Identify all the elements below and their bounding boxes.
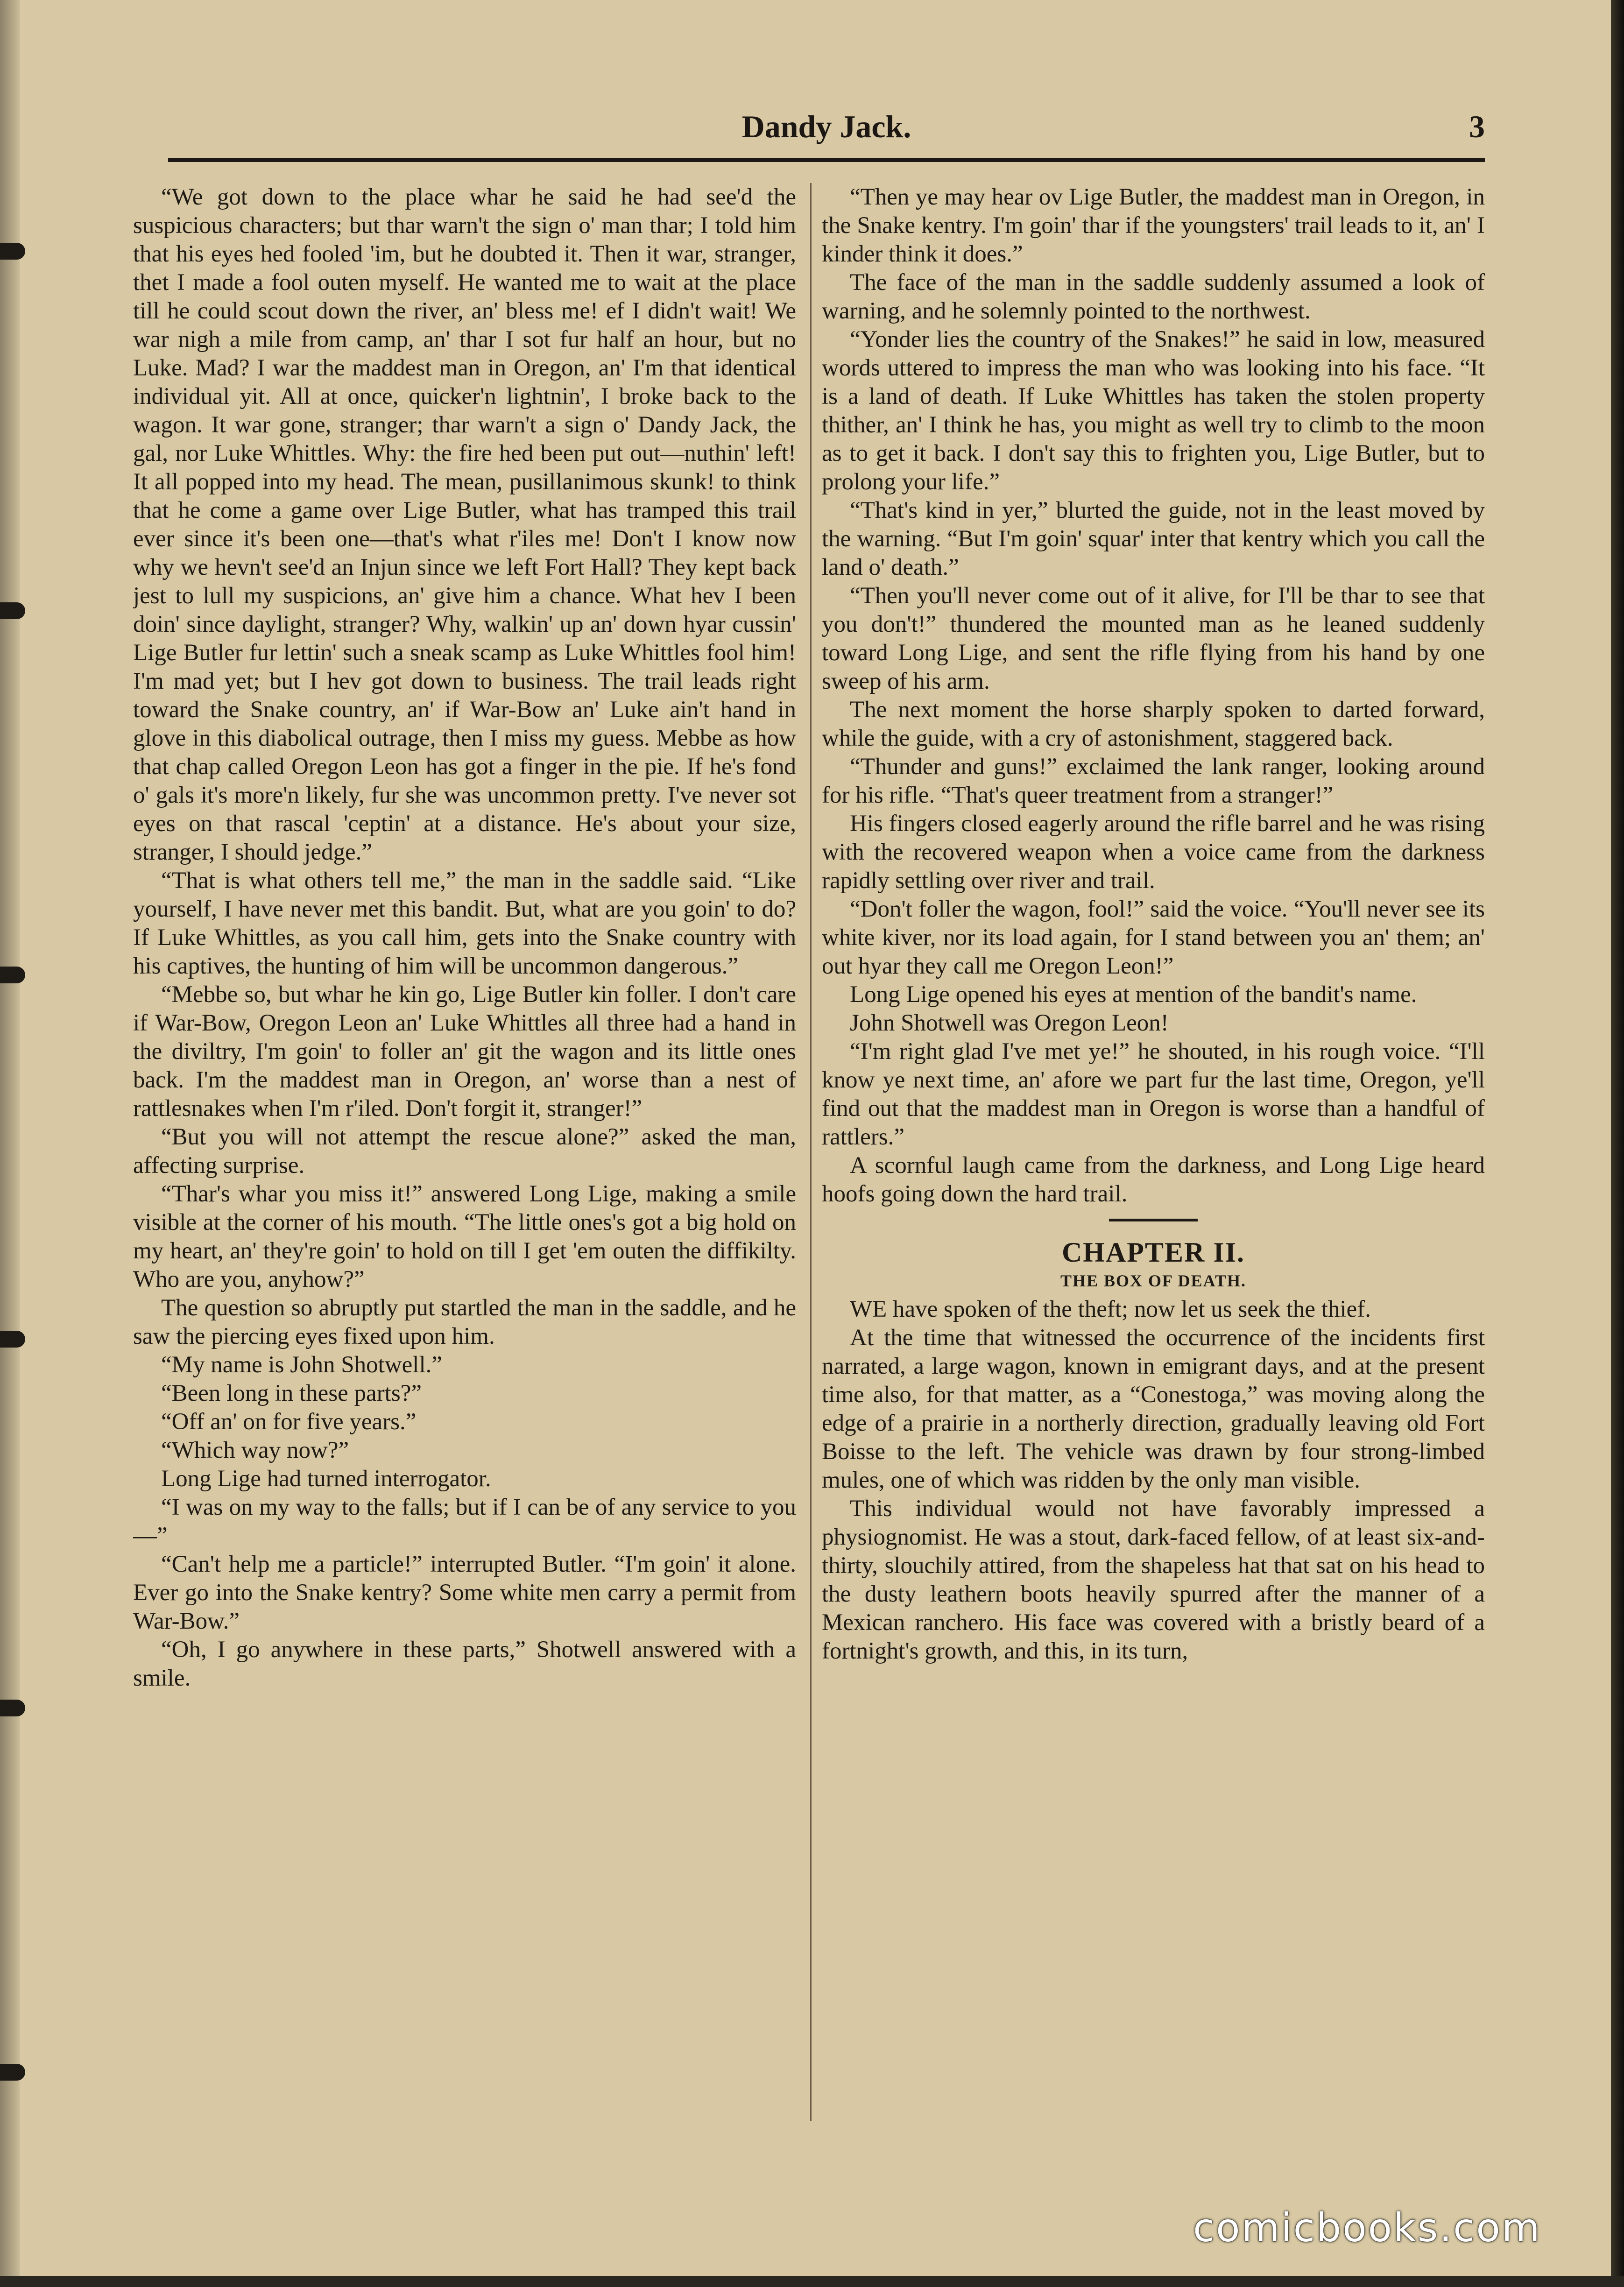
paragraph: The question so abruptly put startled the man in the saddle, and he saw the piercing eyes fixed upon him. bbox=[133, 1295, 796, 1349]
paragraph: “Then you'll never come out of it alive, for I'll be thar to see that you don't!” thundered the mounted man as he leaned suddenly toward Long Lige, and sent the rifle flying from his hand by one sweep of his arm. bbox=[822, 583, 1485, 694]
paragraph: “We got down to the place whar he said he had see'd the suspicious characters; but thar warn't the sign o' man thar; I told him that his eyes hed fooled 'im, but he doubted it. Then it war, stranger, thet I made a fool outen myself. He wanted me to wait at the place till he could scout down the river, an' bless me! ef I didn't wait! We war nigh a mile from camp, an' thar I sot fur half an hour, but no Luke. Mad? I war the maddest man in Oregon, an' I'm that identical individual yit. All at once, quicker'n lightnin', I broke back to the wagon. It war gone, stranger; thar warn't a sign o' Dandy Jack, the gal, nor Luke Whittles. Why: the fire hed been put out—nuthin' left! It all popped into my head. The mean, pusillanimous skunk! to think that he come a game over Lige Butler, what has tramped this trail ever since it's been one—that's what r'iles me! Don't I know now why we hevn't see'd an Injun since we left Fort Hall? They kept back jest to lull my suspicions, an' give him a chance. What hev I been doin' since daylight, stranger? Why, walkin' up an' down hyar cussin' Lige Butler fur lettin' such a sneak scamp as Luke Whittles fool him! I'm mad yet; but I hev got down to business. The trail leads right toward the Snake country, an' if War-Bow an' Luke ain't hand in glove in this diabolical outrage, then I miss my guess. Mebbe as how that chap called Oregon Leon has got a finger in the pie. If he's fond o' gals it's more'n likely, fur she was uncommon pretty. I've never sot eyes on that rascal 'ceptin' at a distance. He's about your size, stranger, I should jedge.” bbox=[133, 184, 796, 865]
paragraph: “Then ye may hear ov Lige Butler, the maddest man in Oregon, in the Snake kentry. I'm goin' thar if the youngsters' trail leads to it, an' I kinder think it does.” bbox=[822, 184, 1485, 267]
paragraph: “Been long in these parts?” bbox=[161, 1380, 422, 1406]
paragraph: “But you will not attempt the rescue alone?” asked the man, affecting surprise. bbox=[133, 1124, 796, 1179]
paragraph: The next moment the horse sharply spoken to darted forward, while the guide, with a cry of astonishment, staggered back. bbox=[822, 697, 1485, 751]
paragraph: Long Lige opened his eyes at mention of the bandit's name. bbox=[850, 981, 1417, 1008]
watermark-text: comicbooks.com bbox=[1193, 2205, 1541, 2251]
header-rule bbox=[168, 158, 1485, 162]
binding-stitch bbox=[0, 602, 25, 619]
binding-stitch bbox=[0, 967, 25, 983]
paragraph: His fingers closed eagerly around the rifle barrel and he was rising with the recovered weapon when a voice came from the darkness rapidly settling over river and trail. bbox=[822, 811, 1485, 894]
paragraph: “My name is John Shotwell.” bbox=[161, 1352, 443, 1378]
paragraph: The face of the man in the saddle suddenly assumed a look of warning, and he solemnly pointed to the northwest. bbox=[822, 269, 1485, 324]
paragraph: A scornful laugh came from the darkness, and Long Lige heard hoofs going down the hard trail. bbox=[822, 1152, 1485, 1207]
paragraph: Long Lige had turned interrogator. bbox=[161, 1466, 491, 1492]
paragraph: This individual would not have favorably impressed a physiognomist. He was a stout, dark-faced fellow, of at least six-and-thirty, slouchily attired, from the shapeless hat that sat on his head to the dusty leathern boots heavily spurred after the manner of a Mexican ranchero. His face was covered with a bristly beard of a fortnight's growth, and this, in its turn, bbox=[822, 1496, 1485, 1664]
left-text-column bbox=[133, 183, 796, 2135]
paragraph: “That's kind in yer,” blurted the guide, not in the least moved by the warning. “But I'm goin' squar' inter that kentry which you call the land o' death.” bbox=[822, 497, 1485, 580]
chapter-heading: CHAPTER II. bbox=[1061, 1237, 1245, 1268]
running-title: Dandy Jack. bbox=[741, 109, 911, 144]
paragraph: “I was on my way to the falls; but if I can be of any service to you—” bbox=[133, 1494, 796, 1549]
binding-stitch bbox=[0, 1700, 25, 1716]
book-spine bbox=[0, 0, 20, 2287]
page-edge-shadow bbox=[1611, 0, 1624, 2287]
paragraph: “Off an' on for five years.” bbox=[161, 1409, 417, 1435]
page-number: 3 bbox=[1469, 109, 1485, 144]
right-text-column bbox=[822, 183, 1485, 2135]
paragraph: “Thar's whar you miss it!” answered Long Lige, making a smile visible at the corner of his mouth. “The little ones's got a big hold on my heart, an' they're goin' to hold on till I get 'em outen the diffikilty. Who are you, anyhow?” bbox=[133, 1181, 796, 1292]
paragraph: “Mebbe so, but whar he kin go, Lige Butler kin foller. I don't care if War-Bow, Oregon Leon an' Luke Whittles all three had a hand in the diviltry, I'm goin' to foller an' git the wagon and its little ones back. I'm the maddest man in Oregon, an' worse than a nest of rattlesnakes when I'm r'iled. Don't forgit it, stranger!” bbox=[133, 981, 796, 1122]
column-divider bbox=[810, 183, 812, 2121]
paragraph: “Don't foller the wagon, fool!” said the voice. “You'll never see its white kiver, nor its load again, for I stand between you an' them; an' out hyar they call me Oregon Leon!” bbox=[822, 896, 1485, 979]
page-header bbox=[168, 108, 1485, 150]
binding-stitch bbox=[0, 1331, 25, 1348]
paragraph: At the time that witnessed the occurrence of the incidents first narrated, a large wagon, known in emigrant days, and at the present time also, for that matter, as a “Conestoga,” was moving along the edge of a prairie in a northerly direction, gradually leaving old Fort Boisse to the left. The vehicle was drawn by four strong-limbed mules, one of which was ridden by the only man visible. bbox=[822, 1325, 1485, 1493]
binding-stitch bbox=[0, 2064, 25, 2081]
paragraph: “Can't help me a particle!” interrupted Butler. “I'm goin' it alone. Ever go into the Snake kentry? Some white men carry a permit from War-Bow.” bbox=[133, 1551, 796, 1634]
paragraph: “Yonder lies the country of the Snakes!” he said in low, measured words uttered to impress the man who was looking into his face. “It is a land of death. If Luke Whittles has taken the stolen property thither, an' I think he has, you might as well try to climb to the moon as to get it back. I don't say this to frighten you, Lige Butler, but to prolong your life.” bbox=[822, 326, 1485, 495]
paragraph: “Thunder and guns!” exclaimed the lank ranger, looking around for his rifle. “That's queer treatment from a stranger!” bbox=[822, 754, 1485, 808]
paragraph: John Shotwell was Oregon Leon! bbox=[850, 1010, 1169, 1036]
paragraph: “That is what others tell me,” the man in the saddle said. “Like yourself, I have never met this bandit. But, what are you goin' to do? If Luke Whittles, as you call him, gets into the Snake country with his captives, the hunting of him will be uncommon dangerous.” bbox=[133, 868, 796, 979]
chapter-rule bbox=[1109, 1219, 1198, 1221]
page-bottom-edge bbox=[0, 2276, 1624, 2287]
binding-stitch bbox=[0, 243, 25, 260]
chapter-subheading: THE BOX OF DEATH. bbox=[1060, 1271, 1247, 1290]
paragraph: WE have spoken of the theft; now let us seek the thief. bbox=[850, 1296, 1371, 1322]
paragraph: “Which way now?” bbox=[161, 1437, 349, 1463]
paragraph: “I'm right glad I've met ye!” he shouted, in his rough voice. “I'll know ye next time, an' afore we part fur the last time, Oregon, ye'll find out that the maddest man in Oregon is worse than a handful of rattlers.” bbox=[822, 1038, 1485, 1150]
paragraph: “Oh, I go anywhere in these parts,” Shotwell answered with a smile. bbox=[133, 1637, 796, 1691]
